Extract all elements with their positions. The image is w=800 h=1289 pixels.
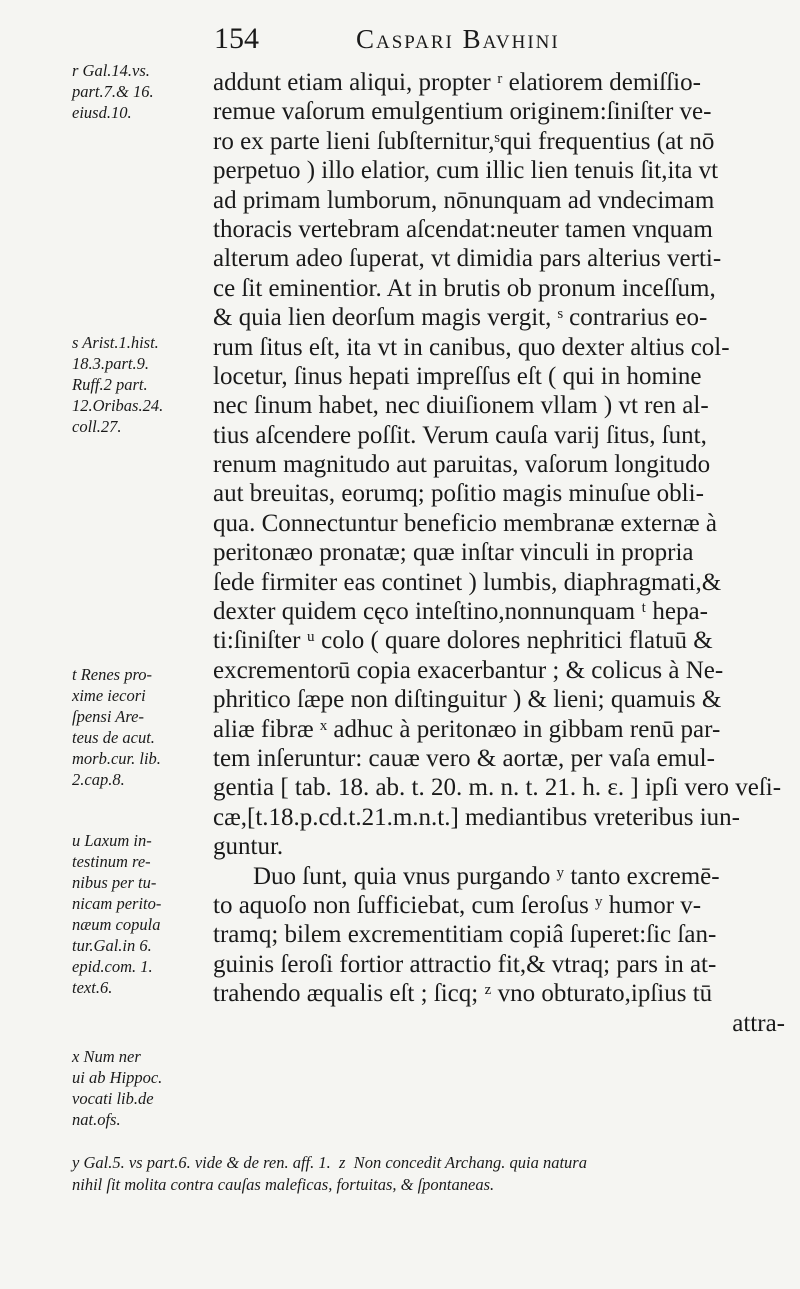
- margin-note-line: text.6.: [72, 978, 113, 997]
- text-line: locetur, ſinus hepati impreſſus eſt ( qui in homine: [213, 362, 702, 390]
- margin-note-line: s Arist.1.hist.: [72, 333, 159, 352]
- margin-note-line: t Renes pro-: [72, 665, 153, 684]
- margin-note-line: 2.cap.8.: [72, 770, 125, 789]
- margin-note-line: tur.Gal.in 6.: [72, 936, 152, 955]
- margin-note-line: x Num ner: [72, 1047, 141, 1066]
- margin-note-t: [72, 664, 161, 790]
- text-line: nec ſinum habet, nec diuiſionem vllam ) vt ren al-: [213, 392, 709, 420]
- text-line: guntur.: [213, 833, 284, 861]
- margin-note-line: nat.ofs.: [72, 1110, 121, 1129]
- margin-note-line: testinum re-: [72, 852, 151, 871]
- text-line: alterum adeo ſuperat, vt dimidia pars alterius verti-: [213, 245, 722, 273]
- margin-note-r: [72, 60, 154, 123]
- text-line: rum ſitus eſt, ita vt in canibus, quo dexter altius col-: [213, 333, 730, 361]
- margin-note-s: [72, 332, 163, 437]
- text-line: guinis ſeroſi fortior attractio fit,& vtraq; pars in at-: [213, 950, 717, 978]
- text-line: thoracis vertebram aſcendat:neuter tamen vnquam: [213, 215, 713, 243]
- margin-note-line: eiusd.10.: [72, 103, 132, 122]
- text-line: ad primam lumborum, nōnunquam ad vndecimam: [213, 186, 715, 214]
- margin-note-line: vocati lib.de: [72, 1089, 154, 1108]
- text-line: excrementorū copia exacerbantur ; & colicus à Ne-: [213, 656, 724, 684]
- margin-note-line: næum copula: [72, 915, 161, 934]
- text-line: ce ſit eminentior. At in brutis ob pronum inceſſum,: [213, 274, 716, 302]
- text-line: aut breuitas, eorumq; poſitio magis minuſue obli-: [213, 480, 704, 508]
- page-number: 154: [214, 22, 259, 55]
- margin-note-line: coll.27.: [72, 417, 122, 436]
- margin-note-line: ui ab Hippoc.: [72, 1068, 163, 1087]
- paragraph-start-line: Duo ſunt, quia vnus purgando ʸ tanto excremē-: [253, 862, 720, 890]
- text-line: cæ,[t.18.p.cd.t.21.m.n.t.] mediantibus vreteribus iun-: [213, 803, 740, 831]
- running-title: Caspari Bavhini: [356, 24, 560, 54]
- text-line: dexter quidem cęco inteſtino,nonnunquam ᵗ hepa-: [213, 598, 708, 626]
- margin-note-x: [72, 1046, 162, 1130]
- margin-note-line: 12.Oribas.24.: [72, 396, 164, 415]
- text-line: ſede firmiter eas continet ) lumbis, diaphragmati,&: [213, 568, 722, 596]
- text-line: phritico ſæpe non diſtinguitur ) & lieni; quamuis &: [213, 686, 722, 714]
- text-line: addunt etiam aliqui, propter ʳ elatiorem demiſſio-: [213, 69, 701, 96]
- margin-note-line: ſpensi Are-: [72, 707, 144, 726]
- text-line: tramq; bilem excrementitiam copiâ ſuperet:ſic ſan-: [213, 921, 717, 949]
- margin-note-line: 18.3.part.9.: [72, 354, 150, 373]
- text-line: qua. Connectuntur beneficio membranæ externæ à: [213, 509, 718, 537]
- text-line: trahendo æqualis eſt ; ſicq; ᶻ vno obturato,ipſius tū: [213, 980, 713, 1008]
- margin-note-line: teus de acut.: [72, 728, 155, 747]
- text-line: gentia [ tab. 18. ab. t. 20. m. n. t. 21. h. ε. ] ipſi vero veſi-: [213, 774, 782, 802]
- text-line: perpetuo ) illo elatior, cum illic lien tenuis ſit,ita vt: [213, 157, 719, 185]
- footnote-line: nihil ſit molita contra cauſas maleficas, fortuitas, & ſpontaneas.: [72, 1175, 495, 1194]
- text-line: ro ex parte lieni ſubſternitur,ˢqui frequentius (at nō: [213, 127, 715, 155]
- margin-note-line: r Gal.14.vs.: [72, 61, 150, 80]
- text-line: tius aſcendere poſſit. Verum cauſa varij ſitus, ſunt,: [213, 421, 707, 449]
- text-line: tem inſeruntur: cauæ vero & aortæ, per vaſa emul-: [213, 744, 715, 772]
- catchword: attra-: [732, 1009, 785, 1037]
- text-line: remue vaſorum emulgentium originem:ſiniſter ve-: [213, 98, 712, 126]
- running-head: [214, 22, 784, 62]
- footnotes: [72, 1152, 787, 1196]
- text-line: & quia lien deorſum magis vergit, ˢ contrarius eo-: [213, 304, 708, 332]
- text-line: renum magnitudo aut paruitas, vaſorum longitudo: [213, 451, 711, 479]
- margin-note-line: u Laxum in-: [72, 831, 152, 850]
- margin-note-line: nicam perito-: [72, 894, 162, 913]
- margin-note-line: xime iecori: [72, 686, 146, 705]
- margin-note-line: Ruff.2 part.: [72, 375, 148, 394]
- text-line: to aquoſo non ſufficiebat, cum ſeroſus ʸ humor v-: [213, 891, 702, 919]
- text-line: ti:ſiniſter ᵘ colo ( quare dolores nephritici flatuū &: [213, 627, 713, 655]
- margin-note-line: nibus per tu-: [72, 873, 157, 892]
- footnote-line: y Gal.5. vs part.6. vide & de ren. aff. 1. z Non concedit Archang. quia natura: [72, 1153, 587, 1172]
- margin-note-u: [72, 830, 161, 998]
- text-line: peritonæo pronatæ; quæ inſtar vinculi in propria: [213, 539, 694, 567]
- text-line: aliæ fibræ ˣ adhuc à peritonæo in gibbam renū par-: [213, 715, 721, 743]
- margin-note-line: morb.cur. lib.: [72, 749, 161, 768]
- margin-note-line: part.7.& 16.: [72, 82, 154, 101]
- margin-note-line: epid.com. 1.: [72, 957, 153, 976]
- body-text: [213, 68, 793, 1038]
